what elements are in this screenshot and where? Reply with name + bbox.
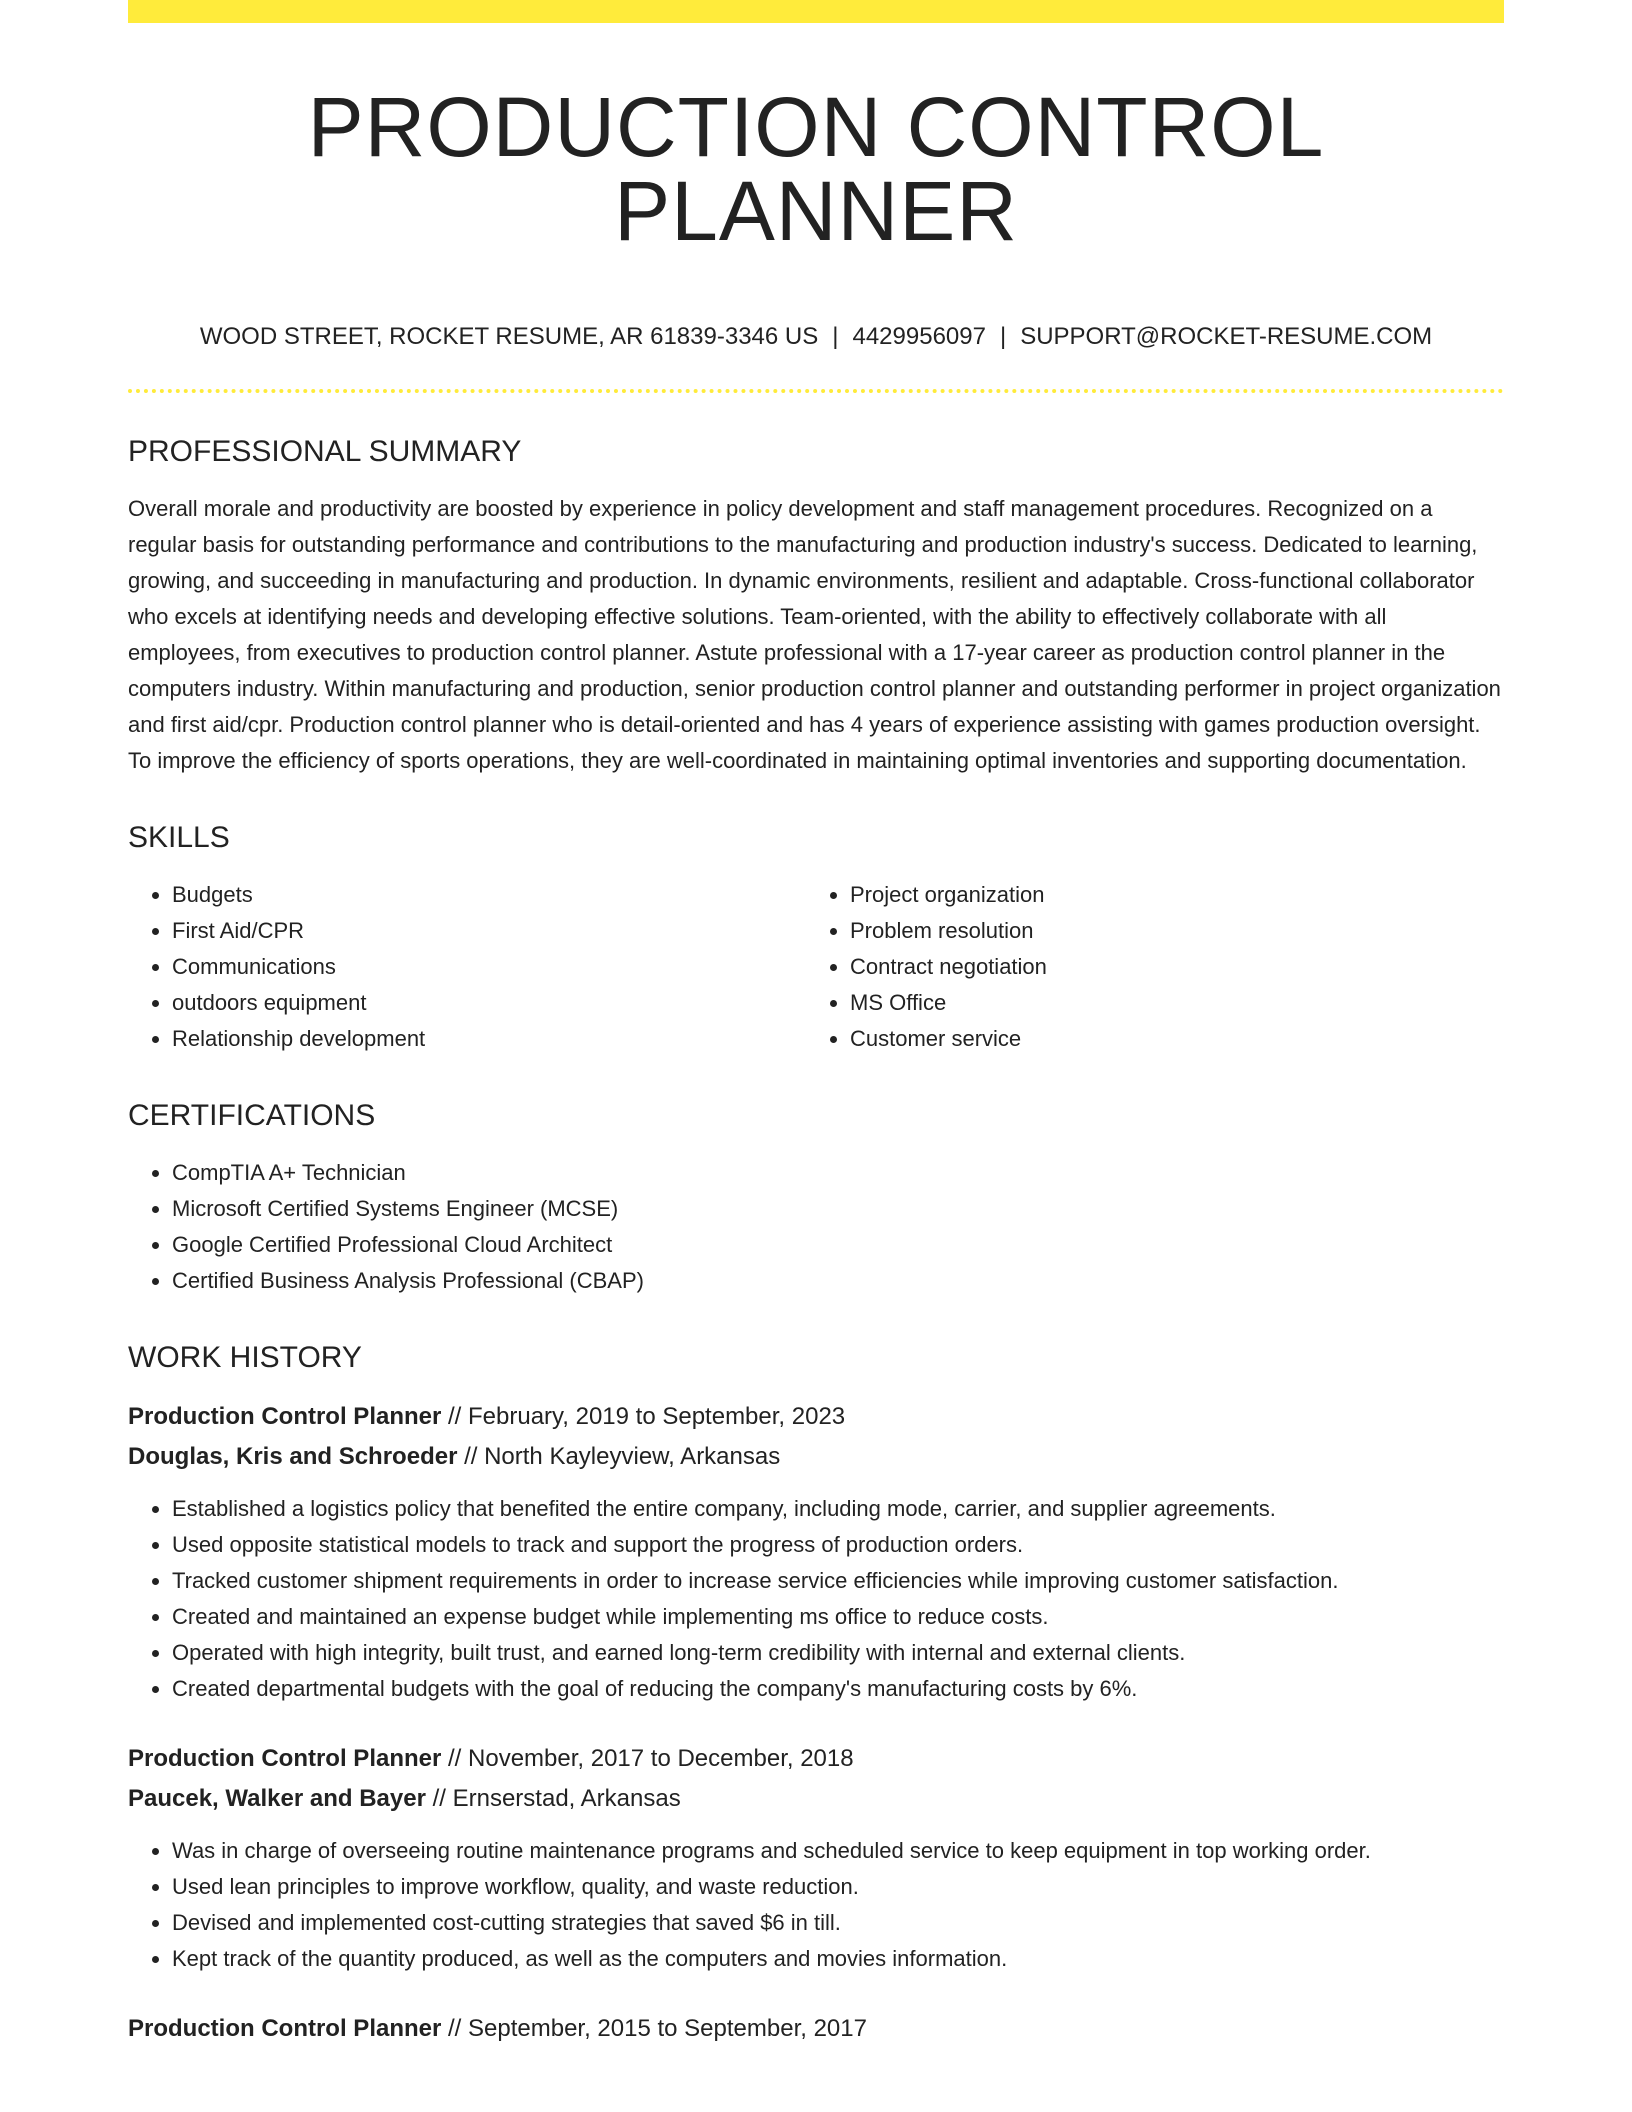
- job-dates: // November, 2017 to December, 2018: [441, 1745, 854, 1772]
- job-bullet: • Kept track of the quantity produced, as well as the computers and movies information.: [172, 1941, 1504, 1977]
- skill-item: • Contract negotiation: [850, 949, 1484, 985]
- certifications-heading: CERTIFICATIONS: [128, 1099, 376, 1132]
- job-dates: // September, 2015 to September, 2017: [441, 2015, 867, 2042]
- skill-item: • Problem resolution: [850, 913, 1484, 949]
- certification-item: • Certified Business Analysis Professional (CBAP): [172, 1263, 1504, 1299]
- job-company-line: [128, 1779, 1504, 1819]
- summary-text: Overall morale and productivity are boosted by experience in policy development and staff management procedures. Recognized on a regular basis for outstanding performance and contributions to the manufacturing and production industry's success. Dedicated to learning, growing, and succeeding in manufacturing and production. In dynamic environments, resilient and adaptable. Cross-functional collaborator who excels at identifying needs and developing effective solutions. Team-oriented, with the ability to effectively collaborate with all employees, from executives to production control planner. Astute professional with a 17-year career as production control planner in the computers industry. Within manufacturing and production, senior production control planner and outstanding performer in project organization and first aid/cpr. Production control planner who is detail-oriented and has 4 years of experience assisting with games production oversight. To improve the efficiency of sports operations, they are well-coordinated in maintaining optimal inventories and supporting documentation.: [128, 496, 1501, 773]
- job-bullet: • Devised and implemented cost-cutting strategies that saved $6 in till.: [172, 1905, 1504, 1941]
- accent-top-bar: [128, 0, 1504, 23]
- job-entry: [128, 1739, 1504, 1977]
- contact-separator: |: [832, 323, 839, 350]
- certification-item: • Microsoft Certified Systems Engineer (MCSE): [172, 1191, 1504, 1227]
- job-location: // North Kayleyview, Arkansas: [457, 1443, 781, 1470]
- job-company: Douglas, Kris and Schroeder: [128, 1443, 458, 1470]
- skill-item: • Project organization: [850, 877, 1484, 913]
- skill-item: • Relationship development: [172, 1021, 806, 1057]
- job-bullet: • Was in charge of overseeing routine maintenance programs and scheduled service to keep equipment in top working order.: [172, 1833, 1504, 1869]
- skill-item: • Budgets: [172, 877, 806, 913]
- skill-item: • outdoors equipment: [172, 985, 806, 1021]
- skill-item: • MS Office: [850, 985, 1484, 1021]
- skills-column-left: [128, 877, 806, 1057]
- job-company-line: [128, 1437, 1504, 1477]
- skills-list-right: [806, 877, 1484, 1057]
- job-role-line: [128, 2009, 1504, 2049]
- contact-phone: 4429956097: [852, 323, 986, 350]
- job-role-line: [128, 1397, 1504, 1437]
- summary-heading: PROFESSIONAL SUMMARY: [128, 435, 522, 468]
- job-bullet: • Used opposite statistical models to track and support the progress of production orders.: [172, 1527, 1504, 1563]
- skills-list-left: [128, 877, 806, 1057]
- job-bullet: • Created departmental budgets with the goal of reducing the company's manufacturing costs by 6%.: [172, 1671, 1504, 1707]
- contact-line: [128, 325, 1504, 349]
- contact-separator: |: [999, 323, 1007, 350]
- job-dates: // February, 2019 to September, 2023: [441, 1403, 846, 1430]
- job-role-line: [128, 1739, 1504, 1779]
- resume-title: PRODUCTION CONTROL PLANNER: [307, 80, 1325, 258]
- dotted-divider: [128, 389, 1504, 393]
- job-bullet: • Established a logistics policy that benefited the entire company, including mode, carrier, and supplier agreements.: [172, 1491, 1504, 1527]
- certification-item: • Google Certified Professional Cloud Architect: [172, 1227, 1504, 1263]
- job-bullet: • Operated with high integrity, built trust, and earned long-term credibility with internal and external clients.: [172, 1635, 1504, 1671]
- job-company: Paucek, Walker and Bayer: [128, 1785, 426, 1812]
- job-entry: [128, 1397, 1504, 1707]
- job-location: // Ernserstad, Arkansas: [425, 1785, 681, 1812]
- job-bullets: [128, 1491, 1504, 1707]
- job-entry: [128, 2009, 1504, 2049]
- job-bullet: • Created and maintained an expense budget while implementing ms office to reduce costs.: [172, 1599, 1504, 1635]
- certification-item: • CompTIA A+ Technician: [172, 1155, 1504, 1191]
- job-bullet: • Used lean principles to improve workflow, quality, and waste reduction.: [172, 1869, 1504, 1905]
- certifications-list: [128, 1155, 1504, 1299]
- skill-item: • First Aid/CPR: [172, 913, 806, 949]
- contact-address: WOOD STREET, ROCKET RESUME, AR 61839-3346 US: [199, 323, 819, 350]
- job-role: Production Control Planner: [128, 2015, 442, 2042]
- certifications-block: [128, 1155, 1504, 1299]
- skill-item: • Customer service: [850, 1021, 1484, 1057]
- work-history-heading: WORK HISTORY: [128, 1341, 362, 1374]
- job-bullet: • Tracked customer shipment requirements in order to increase service efficiencies while improving customer satisfaction.: [172, 1563, 1504, 1599]
- skill-item: • Communications: [172, 949, 806, 985]
- job-bullets: [128, 1833, 1504, 1977]
- contact-email: SUPPORT@ROCKET-RESUME.COM: [1020, 323, 1433, 350]
- skills-heading: SKILLS: [128, 821, 230, 854]
- skills-column-right: [806, 877, 1484, 1057]
- skills-grid: [128, 877, 1504, 1057]
- job-role: Production Control Planner: [128, 1745, 442, 1772]
- resume-page: [128, 0, 1504, 2049]
- job-role: Production Control Planner: [128, 1403, 442, 1430]
